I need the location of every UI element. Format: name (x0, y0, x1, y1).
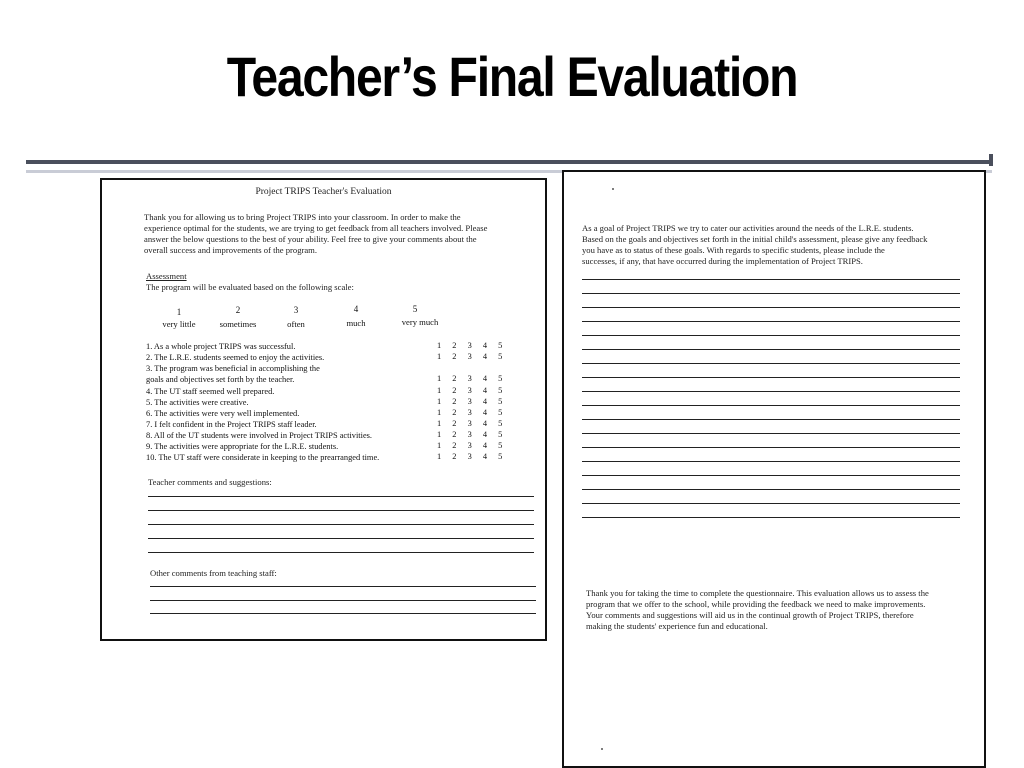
question-text: goals and objectives set forth by the teacher. (146, 375, 295, 384)
scale-number: 2 (235, 305, 241, 315)
teacher-comments-label: Teacher comments and suggestions: (148, 477, 272, 487)
writing-line (582, 307, 960, 308)
closing-line: Thank you for taking the time to complete the questionnaire. This evaluation allows us to assess the (586, 588, 929, 598)
writing-line (150, 586, 536, 587)
question-ratings: 1 2 3 4 5 (437, 452, 503, 461)
form-intro-line: overall success and improvements of the program. (144, 245, 318, 255)
goals-intro-line: you have as to status of these goals. With regards to specific students, please include the (582, 245, 885, 255)
scan-speck (612, 188, 614, 190)
writing-line (148, 538, 534, 539)
scan-speck (601, 748, 603, 750)
question-text: 10. The UT staff were considerate in keeping to the prearranged time. (146, 453, 380, 462)
title-divider-dark (26, 160, 992, 164)
writing-line (582, 447, 960, 448)
question-ratings: 1 2 3 4 5 (437, 352, 503, 361)
writing-line (582, 349, 960, 350)
form-title: Project TRIPS Teacher's Evaluation (255, 187, 392, 197)
writing-line (582, 321, 960, 322)
writing-line (148, 552, 534, 553)
scale-label: very much (401, 317, 439, 327)
closing-line: Your comments and suggestions will aid us in the continual growth of Project TRIPS, therefore (586, 610, 914, 620)
question-text: 1. As a whole project TRIPS was successful. (146, 342, 296, 351)
teacher-evaluation-form (100, 178, 547, 641)
writing-line (582, 335, 960, 336)
question-ratings: 1 2 3 4 5 (437, 408, 503, 417)
writing-line (582, 503, 960, 504)
question-text: 4. The UT staff seemed well prepared. (146, 387, 275, 396)
scale-label: often (287, 319, 305, 329)
question-ratings: 1 2 3 4 5 (437, 419, 503, 428)
goals-intro-line: As a goal of Project TRIPS we try to cater our activities around the needs of the L.R.E. students. (582, 223, 914, 233)
question-text: 3. The program was beneficial in accomplishing the (146, 364, 320, 373)
writing-line (582, 391, 960, 392)
writing-line (582, 517, 960, 518)
scale-intro: The program will be evaluated based on the following scale: (146, 282, 354, 292)
question-text: 8. All of the UT students were involved in Project TRIPS activities. (146, 431, 373, 440)
scale-number: 1 (176, 307, 182, 317)
goals-intro-line: Based on the goals and objectives set forth in the initial child's assessment, please give any feedback (582, 234, 928, 244)
writing-line (150, 613, 536, 614)
question-ratings: 1 2 3 4 5 (437, 441, 503, 450)
scale-number: 3 (293, 305, 299, 315)
writing-line (148, 496, 534, 497)
question-ratings: 1 2 3 4 5 (437, 386, 503, 395)
writing-line (582, 475, 960, 476)
writing-line (582, 419, 960, 420)
other-comments-label: Other comments from teaching staff: (150, 568, 277, 578)
writing-line (150, 600, 536, 601)
question-text: 2. The L.R.E. students seemed to enjoy the activities. (146, 353, 325, 362)
scale-label: very little (162, 319, 196, 329)
form-intro-line: experience optimal for the students, we are trying to get feedback from all teachers involved. Please (144, 223, 488, 233)
writing-line (582, 405, 960, 406)
question-text: 7. I felt confident in the Project TRIPS staff leader. (146, 420, 317, 429)
slide-title: Teacher’s Final Evaluation (226, 45, 798, 108)
question-ratings: 1 2 3 4 5 (437, 341, 503, 350)
writing-line (582, 279, 960, 280)
form-intro-line: Thank you for allowing us to bring Project TRIPS into your classroom. In order to make the (144, 212, 461, 222)
question-ratings: 1 2 3 4 5 (437, 430, 503, 439)
writing-line (582, 377, 960, 378)
goals-intro-line: successes, if any, that have occurred during the implementation of Project TRIPS. (582, 256, 863, 266)
question-ratings: 1 2 3 4 5 (437, 397, 503, 406)
question-text: 5. The activities were creative. (146, 398, 249, 407)
writing-line (148, 510, 534, 511)
assessment-heading: Assessment (146, 271, 187, 281)
question-text: 6. The activities were very well implemented. (146, 409, 300, 418)
closing-line: program that we offer to the school, while providing the feedback we need to make improvements. (586, 599, 926, 609)
scale-label: sometimes (219, 319, 257, 329)
scale-label: much (346, 318, 366, 328)
writing-line (582, 433, 960, 434)
form-intro-line: answer the below questions to the best of your ability. Feel free to give your comments about the (144, 234, 477, 244)
writing-line (582, 489, 960, 490)
writing-line (582, 363, 960, 364)
writing-line (148, 524, 534, 525)
scale-number: 4 (353, 304, 359, 314)
scale-number: 5 (412, 304, 418, 314)
writing-line (582, 293, 960, 294)
question-ratings: 1 2 3 4 5 (437, 374, 503, 383)
title-divider-cap (989, 154, 993, 166)
writing-line (582, 461, 960, 462)
question-text: 9. The activities were appropriate for the L.R.E. students. (146, 442, 339, 451)
closing-line: making the students' experience fun and educational. (586, 621, 768, 631)
student-goals-feedback-page (562, 170, 986, 768)
